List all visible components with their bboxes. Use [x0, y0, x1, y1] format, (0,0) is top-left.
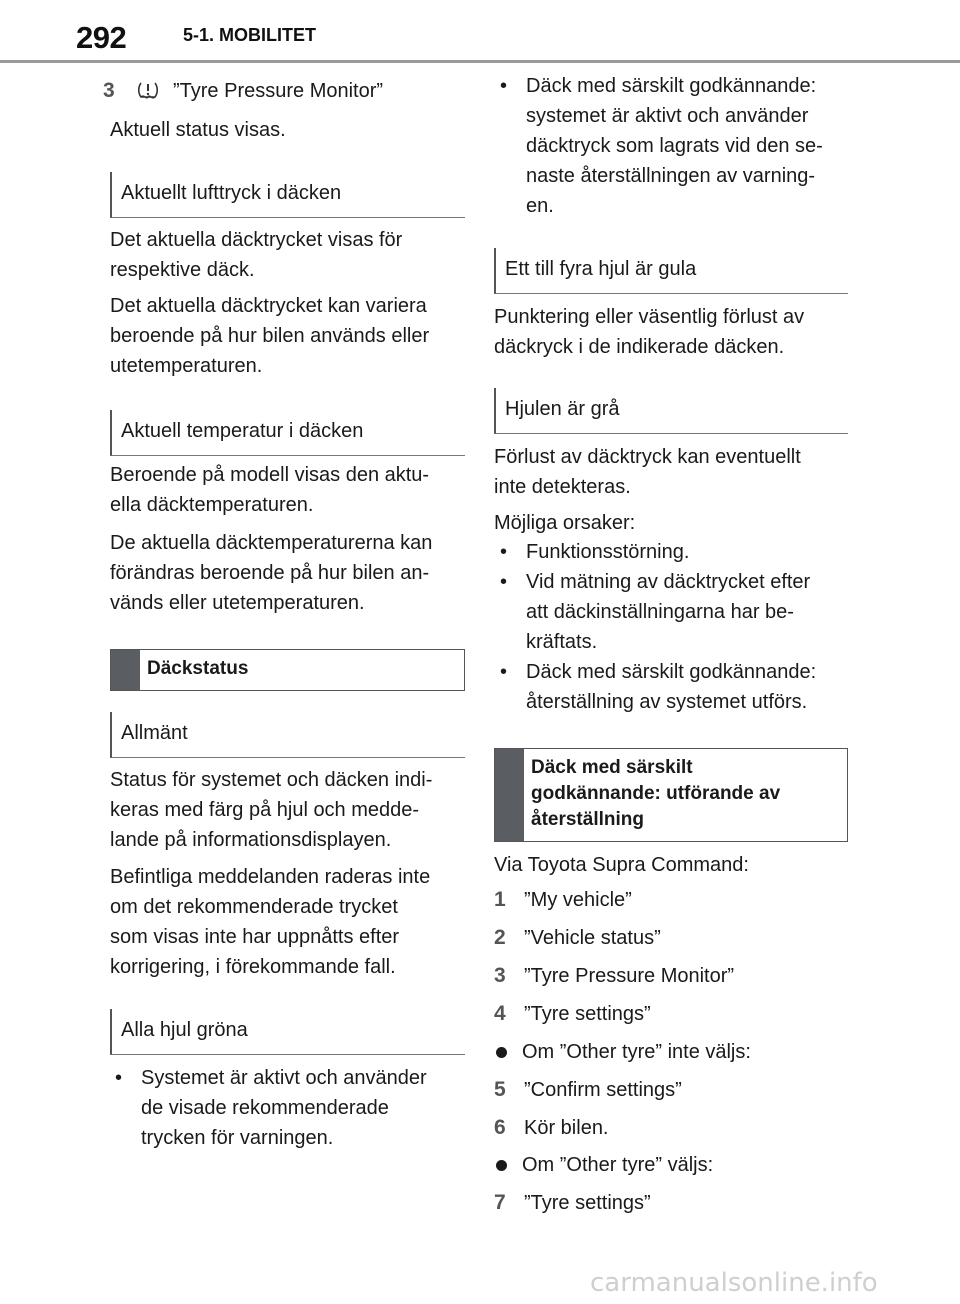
header-divider	[0, 60, 960, 63]
bullet-mark: •	[115, 1067, 123, 1089]
bullet-text: Däck med särskilt godkännande: systemet är aktivt och använder däcktryck som lagrats vid den se- naste återställningen av varning- en.	[526, 75, 823, 217]
bullet-dot	[496, 1160, 507, 1171]
heading-box-reset-procedure	[494, 748, 848, 842]
bullet-mark: •	[500, 541, 508, 563]
subheading-current-temperature	[110, 410, 465, 456]
status-shown-text: Aktuell status visas.	[110, 119, 286, 141]
step-number: 2	[494, 926, 506, 949]
via-command-text: Via Toyota Supra Command:	[494, 854, 749, 876]
paragraph-status-indicated: Status för systemet och däcken indi- keras med färg på hjul och medde- lande på informationsdisplayen.	[110, 769, 433, 851]
subheading-current-air-pressure	[110, 172, 465, 218]
page-number: 292	[76, 20, 127, 55]
step-label: ”Tyre Pressure Monitor”	[524, 965, 735, 987]
bullet-mark: •	[500, 661, 508, 683]
step-label: ”Tyre settings”	[524, 1003, 651, 1025]
bullet-dot	[496, 1047, 507, 1058]
possible-causes-label: Möjliga orsaker:	[494, 512, 636, 534]
subheading-text: Alla hjul gröna	[121, 1019, 248, 1041]
subheading-text: Aktuell temperatur i däcken	[121, 420, 364, 442]
bullet-text: Däck med särskilt godkännande: återställning av systemet utförs.	[526, 661, 817, 713]
heading-box-text: Däck med särskilt godkännande: utförande av återställning	[531, 757, 781, 830]
paragraph-messages-not-deleted: Befintliga meddelanden raderas inte om det rekommenderade trycket som visas inte har uppnåtts efter korrigering, i förekommande fall.	[110, 866, 431, 978]
step-label: ”Confirm settings”	[524, 1079, 682, 1101]
step-number: 3	[103, 79, 115, 102]
step-label: ”Vehicle status”	[524, 927, 661, 949]
step-number: 6	[494, 1116, 506, 1139]
step-number: 3	[494, 964, 506, 987]
bullet-mark: •	[500, 571, 508, 593]
step-label: ”Tyre settings”	[524, 1192, 651, 1214]
section-title: 5-1. MOBILITET	[183, 25, 317, 45]
step-label: ”My vehicle”	[524, 889, 632, 911]
heading-box-tyre-status	[110, 649, 465, 691]
subheading-general	[110, 712, 465, 758]
heading-box-text: Däckstatus	[147, 658, 249, 679]
paragraph-pressure-loss-undetected: Förlust av däcktryck kan eventuellt inte detekteras.	[494, 446, 801, 498]
subheading-text: Allmänt	[121, 722, 188, 744]
subheading-text: Ett till fyra hjul är gula	[505, 258, 697, 280]
step-label: Kör bilen.	[524, 1117, 609, 1139]
step-number: 7	[494, 1191, 506, 1214]
paragraph-temperature-model: Beroende på modell visas den aktu- ella däcktemperaturen.	[110, 464, 430, 516]
watermark: carmanualsonline.info	[590, 1268, 878, 1298]
paragraph-pressure-varies: Det aktuella däcktrycket kan variera beroende på hur bilen används eller utetemperaturen.	[110, 295, 430, 377]
tyre-pressure-warning-icon	[137, 78, 159, 100]
subheading-wheels-grey	[494, 388, 848, 434]
page-header	[0, 0, 960, 60]
step-number: 4	[494, 1002, 506, 1025]
bullet-text: Vid mätning av däcktrycket efter att däckinställningarna har be- kräftats.	[526, 571, 811, 653]
subheading-text: Hjulen är grå	[505, 398, 620, 420]
subheading-text: Aktuellt lufttryck i däcken	[121, 182, 342, 204]
paragraph-puncture: Punktering eller väsentlig förlust av däckryck i de indikerade däcken.	[494, 306, 805, 358]
bullet-text: Systemet är aktivt och använder de visade rekommenderade trycken för varningen.	[141, 1067, 427, 1149]
bullet-text: Funktionsstörning.	[526, 541, 690, 563]
subheading-all-wheels-green	[110, 1009, 465, 1055]
step-number: 5	[494, 1078, 506, 1101]
subheading-wheels-yellow	[494, 248, 848, 294]
condition-text: Om ”Other tyre” inte väljs:	[522, 1041, 751, 1063]
condition-text: Om ”Other tyre” väljs:	[522, 1154, 714, 1176]
heading-accent-bar	[111, 650, 140, 690]
heading-accent-bar	[495, 749, 524, 841]
paragraph-pressure-shown: Det aktuella däcktrycket visas för respektive däck.	[110, 229, 403, 281]
step-number: 1	[494, 888, 506, 911]
paragraph-temperature-varies: De aktuella däcktemperaturerna kan förändras beroende på hur bilen an- vänds eller utetemperaturen.	[110, 532, 433, 614]
bullet-mark: •	[500, 75, 508, 97]
step-label: ”Tyre Pressure Monitor”	[173, 80, 384, 102]
